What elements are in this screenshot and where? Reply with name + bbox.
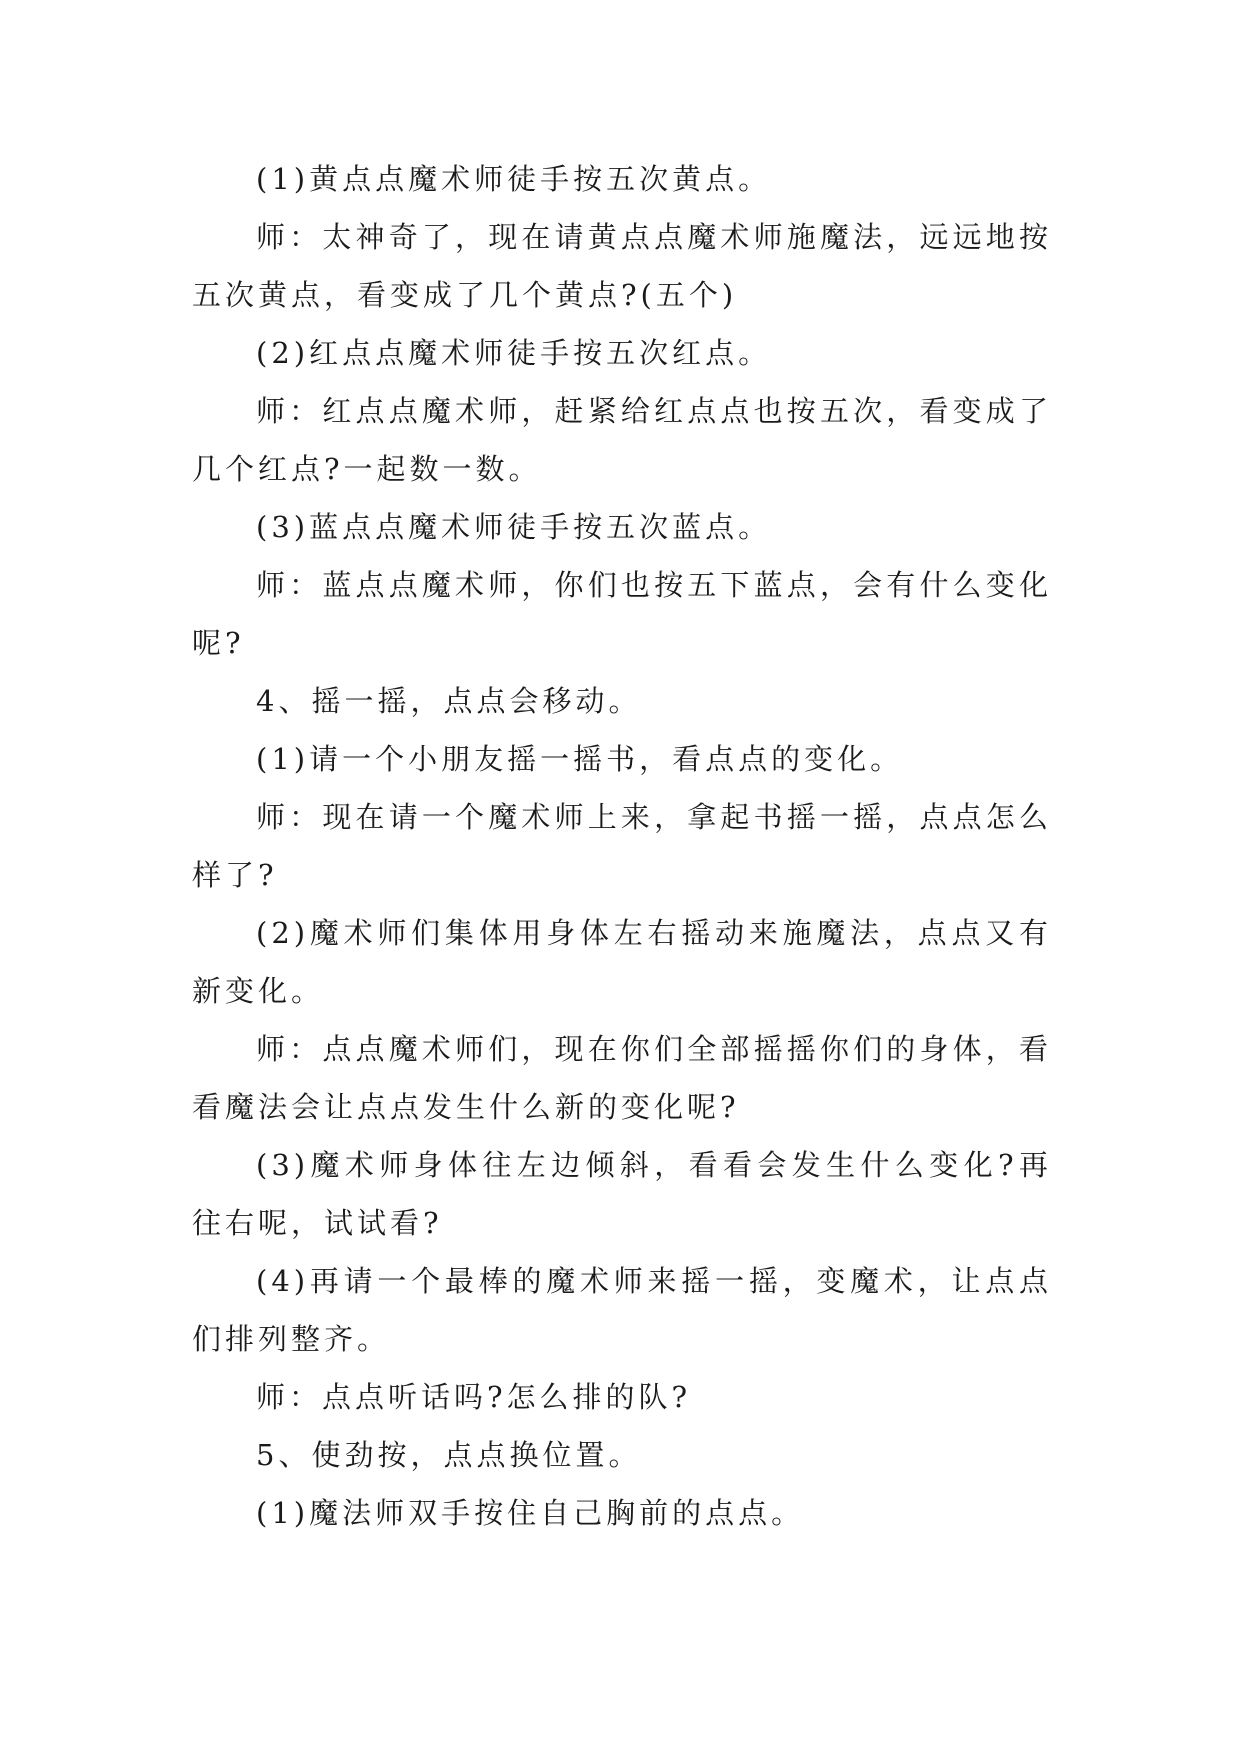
paragraph-shake-step-1: (1)请一个小朋友摇一摇书，看点点的变化。 xyxy=(256,742,904,776)
paragraph-teacher-shake-4: 师：点点听话吗?怎么排的队? xyxy=(256,1380,692,1414)
paragraph-shake-step-3: (3)魔术师身体往左边倾斜，看看会发生什么变化?再往右呢，试试看? xyxy=(192,1148,1052,1240)
section-heading-shake: 4、摇一摇，点点会移动。 xyxy=(256,684,642,718)
paragraph-teacher-blue: 师：蓝点点魔术师，你们也按五下蓝点，会有什么变化呢? xyxy=(192,568,1052,660)
paragraph-yellow-step: (1)黄点点魔术师徒手按五次黄点。 xyxy=(256,162,772,196)
paragraph-teacher-shake-2: 师：点点魔术师们，现在你们全部摇摇你们的身体，看看魔法会让点点发生什么新的变化呢? xyxy=(192,1032,1052,1124)
section-heading-press: 5、使劲按，点点换位置。 xyxy=(256,1438,642,1472)
paragraph-teacher-yellow: 师：太神奇了，现在请黄点点魔术师施魔法，远远地按五次黄点，看变成了几个黄点?(五个) xyxy=(192,220,1052,312)
paragraph-shake-step-4: (4)再请一个最棒的魔术师来摇一摇，变魔术，让点点们排列整齐。 xyxy=(192,1264,1052,1356)
paragraph-teacher-shake-1: 师：现在请一个魔术师上来，拿起书摇一摇，点点怎么样了? xyxy=(192,800,1052,892)
paragraph-red-step: (2)红点点魔术师徒手按五次红点。 xyxy=(256,336,772,370)
paragraph-blue-step: (3)蓝点点魔术师徒手按五次蓝点。 xyxy=(256,510,772,544)
document-body xyxy=(192,150,1052,1542)
paragraph-teacher-red: 师：红点点魔术师，赶紧给红点点也按五次，看变成了几个红点?一起数一数。 xyxy=(192,394,1052,486)
paragraph-shake-step-2: (2)魔术师们集体用身体左右摇动来施魔法，点点又有新变化。 xyxy=(192,916,1052,1008)
paragraph-press-step-1: (1)魔法师双手按住自己胸前的点点。 xyxy=(256,1496,805,1530)
